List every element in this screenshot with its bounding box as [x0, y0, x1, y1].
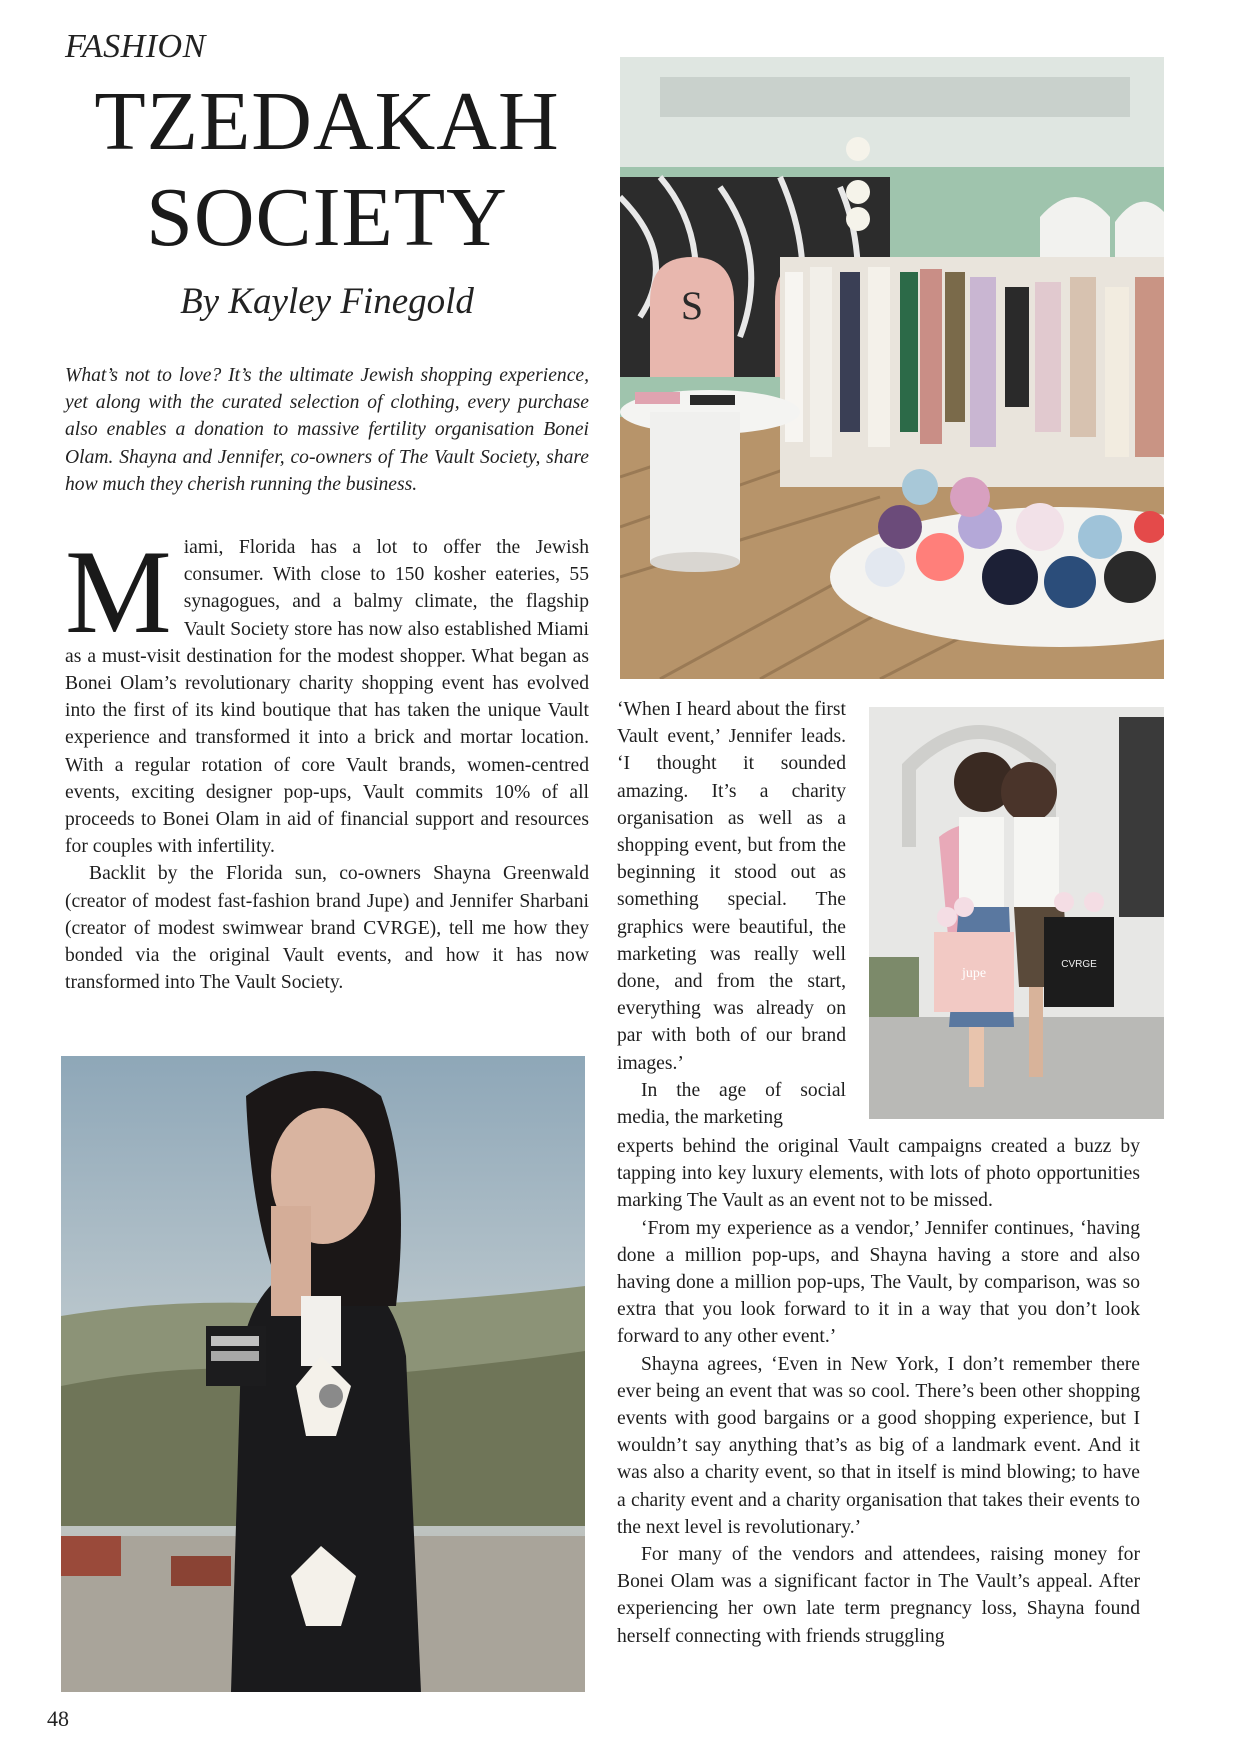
article-title-line-2: SOCIETY — [146, 171, 508, 264]
body-paragraph: ‘When I heard about the first Vault event,’ Jennifer leads. ‘I thought it sounded amazing. It’s a charity organisation as well as a shopping event, but from the beginning it stood out as something special. The graphics were beautiful, the marketing was really well done, and from the start, everything was already on par with both of our brand images.’ — [617, 699, 846, 1074]
paragraph-text: iami, Florida has a lot to offer the Jewish consumer. With close to 150 kosher eateries, 55 synagogues, and a balmy climate, the flagship Vault Society store has now also established Miami as a must-visit destination for the modest shopper. What began as Bonei Olam’s revolutionary charity shopping event has evolved into the first of its kind boutique that has taken the unique Vault experience and transformed it into a brick and mortar location. With a regular rotation of core Vault brands, women-centred events, exciting designer pop-ups, Vault commits 10% of all proceeds to Bonei Olam in aid of financial support and resources for couples with infertility. — [65, 537, 589, 858]
store-interior-photo — [620, 57, 1164, 679]
co-owners-photo — [869, 707, 1164, 1119]
page-number: 48 — [47, 1706, 69, 1731]
body-column-2-wide — [617, 1133, 1140, 1650]
body-paragraph: ‘From my experience as a vendor,’ Jennifer continues, ‘having done a million pop-ups, and Shayna having a store and also having done a million pop-ups, The Vault, by comparison, was so extra that you look forward to it in a way that you don’t look forward to any other event.’ — [617, 1217, 1140, 1348]
bag-label-right: CVRGE — [1061, 959, 1097, 970]
model-photo — [61, 1056, 585, 1692]
bag-label-left: jupe — [961, 966, 987, 981]
body-paragraph: For many of the vendors and attendees, raising money for Bonei Olam was a significant factor in The Vault’s appeal. After experiencing her own late term pregnancy loss, Shayna found herself connecting with friends struggling — [617, 1544, 1140, 1647]
article-title-line-1: TZEDAKAH — [94, 75, 560, 168]
body-paragraph — [65, 525, 589, 860]
drop-cap: M — [65, 525, 172, 658]
standfirst: What’s not to love? It’s the ultimate Jewish shopping experience, yet along with the curated selection of clothing, every purchase also enables a donation to massive fertility organisation Bonei Olam. Shayna and Jennifer, co-owners of The Vault Society, share how much they cherish running the business. — [65, 365, 589, 495]
body-paragraph: Shayna agrees, ‘Even in New York, I don’t remember there ever being an event that was so cool. There’s been other shopping events with good bargains or a good shopping experience, but I wouldn’t say anything that’s as big of a landmark event. And it was also a charity event, so that in itself is mind blowing; to have a charity event and a charity organisation that takes their events to the next level is revolutionary.’ — [617, 1353, 1140, 1538]
byline: By Kayley Finegold — [180, 281, 474, 322]
body-paragraph-continued: experts behind the original Vault campaigns created a buzz by tapping into key luxury elements, with lots of photo opportunities marking The Vault as an event not to be missed. — [617, 1136, 1140, 1212]
section-label: FASHION — [65, 28, 206, 65]
store-sign-logo: S — [680, 283, 704, 328]
body-paragraph: Backlit by the Florida sun, co-owners Shayna Greenwald (creator of modest fast-fashion brand Jupe) and Jennifer Sharbani (creator of modest swimwear brand CVRGE), tell me how they bonded via the original Vault events, and how it has now transformed into The Vault Society. — [65, 863, 589, 994]
body-column-1 — [65, 525, 589, 996]
body-paragraph: In the age of social media, the marketing — [617, 1079, 846, 1129]
body-column-2-narrow — [617, 696, 846, 1131]
